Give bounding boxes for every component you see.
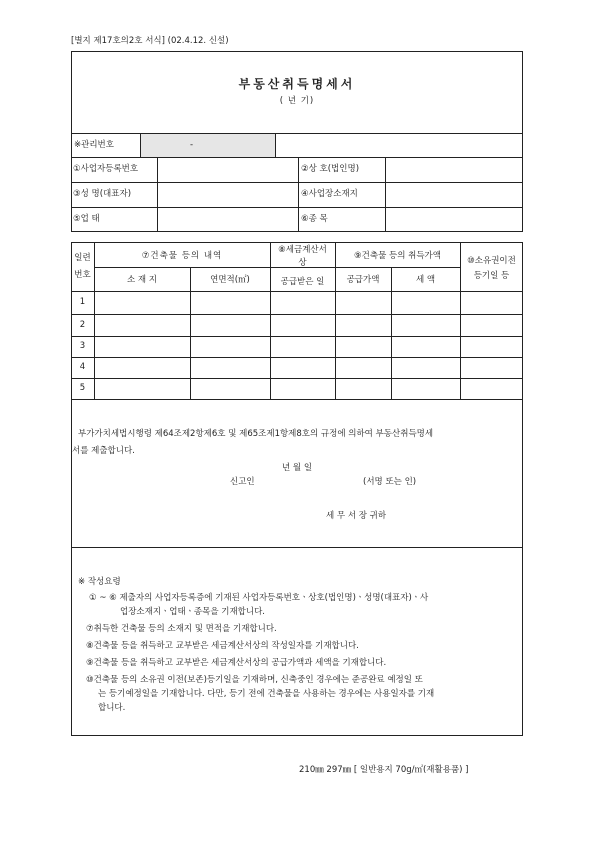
location-column-header: 소 재 지 (126, 275, 158, 285)
row-number: 3 (79, 341, 86, 351)
biz-reg-no-label: ①사업자등록번호 (73, 164, 139, 174)
instruction-item-1-cont: 업장소재지ㆍ업태ㆍ종목을 기재합니다. (120, 607, 265, 617)
mgmt-no-value: - (190, 140, 194, 150)
reporter-label: 신고인 (230, 477, 255, 487)
row-number: 4 (79, 362, 86, 372)
mgmt-no-shaded-area (140, 134, 275, 157)
invoice-header-line2: 상 (298, 258, 307, 268)
row-number: 2 (79, 320, 86, 330)
representative-name-field[interactable] (158, 183, 297, 206)
tax-column-header: 세 액 (415, 275, 436, 285)
declaration-line-1: 부가가치세법시행령 제64조제2항제6호 및 제65조제1항제8호의 규정에 의하여 부동산취득명세 (78, 429, 434, 439)
instruction-item-2: ⑦취득한 건축물 등의 소재지 및 면적을 기재합니다. (86, 624, 277, 634)
signature-label: (서명 또는 인) (363, 477, 417, 487)
floor-area-column-header: 연면적(㎡) (210, 275, 250, 285)
representative-name-label: ③성 명(대표자) (73, 189, 132, 199)
business-type-field[interactable] (158, 208, 297, 231)
instruction-item-5-cont: 는 등기예정일을 기재합니다. 다만, 등기 전에 건축물을 사용하는 경우에는 사용일자를 기재 (98, 689, 435, 699)
instruction-item-5: ⑩건축물 등의 소유권 이전(보존)등기일을 기재하며, 신축중인 경우에는 준공완료 예정일 또 (86, 675, 423, 685)
instructions-heading: ※ 작성요령 (78, 577, 121, 587)
acquisition-price-header: ⑨건축물 등의 취득가액 (354, 251, 441, 261)
instruction-item-5-cont2: 합니다. (98, 703, 126, 713)
business-location-field[interactable] (386, 183, 522, 206)
instruction-item-1: ① ~ ⑥ 제출자의 사업자등록증에 기재된 사업자등록번호ㆍ상호(법인명)ㆍ성명(대표자)ㆍ사 (89, 593, 429, 603)
reporter-name-field[interactable] (265, 474, 360, 490)
invoice-header-line1: ⑧세금계산서 (278, 245, 327, 255)
instruction-item-3: ⑧건축물 등을 취득하고 교부받은 세금계산서상의 작성일자를 기재합니다. (86, 641, 359, 651)
form-number-note: [별지 제17호의2호 서식] (02.4.12. 신설) (71, 36, 229, 46)
row-number: 1 (79, 297, 86, 307)
tax-office-addressee: 세 무 서 장 귀하 (326, 511, 387, 521)
business-location-label: ④사업장소재지 (301, 189, 358, 199)
instruction-item-4: ⑨건축물 등을 취득하고 교부받은 세금계산서상의 공급가액과 세액을 기재합니다. (86, 658, 387, 668)
row-number: 5 (79, 383, 86, 393)
submission-date: 년 월 일 (282, 463, 313, 473)
supply-price-column-header: 공급가액 (346, 275, 380, 285)
invoice-header-line3: 공급받은 일 (280, 277, 325, 287)
business-item-field[interactable] (386, 208, 522, 231)
form-title: 부동산취득명세서 (238, 77, 356, 91)
serial-no-header-line1: 일련 (74, 253, 91, 263)
paper-spec-note: 210㎜ 297㎜ [ 일반용지 70g/㎡(재활용품) ] (299, 765, 469, 775)
trade-name-field[interactable] (386, 158, 522, 181)
declaration-line-2: 서를 제출합니다. (72, 446, 135, 456)
business-item-label: ⑥종 목 (301, 214, 328, 224)
instructions-section (78, 575, 518, 715)
trade-name-label: ②상 호(법인명) (301, 164, 360, 174)
biz-reg-no-field[interactable] (158, 158, 297, 181)
declaration-text (72, 426, 518, 460)
fiscal-period: ( 년 기) (279, 96, 315, 106)
transfer-header-line2: 등기일 등 (473, 271, 510, 281)
serial-no-header-line2: 번호 (74, 270, 91, 280)
business-type-label: ⑤업 태 (73, 214, 100, 224)
mgmt-no-label: ※관리번호 (74, 140, 114, 150)
building-details-header: ⑦건축물 등의 내역 (141, 251, 223, 261)
transfer-header-line1: ⑩소유권이전 (467, 256, 516, 266)
